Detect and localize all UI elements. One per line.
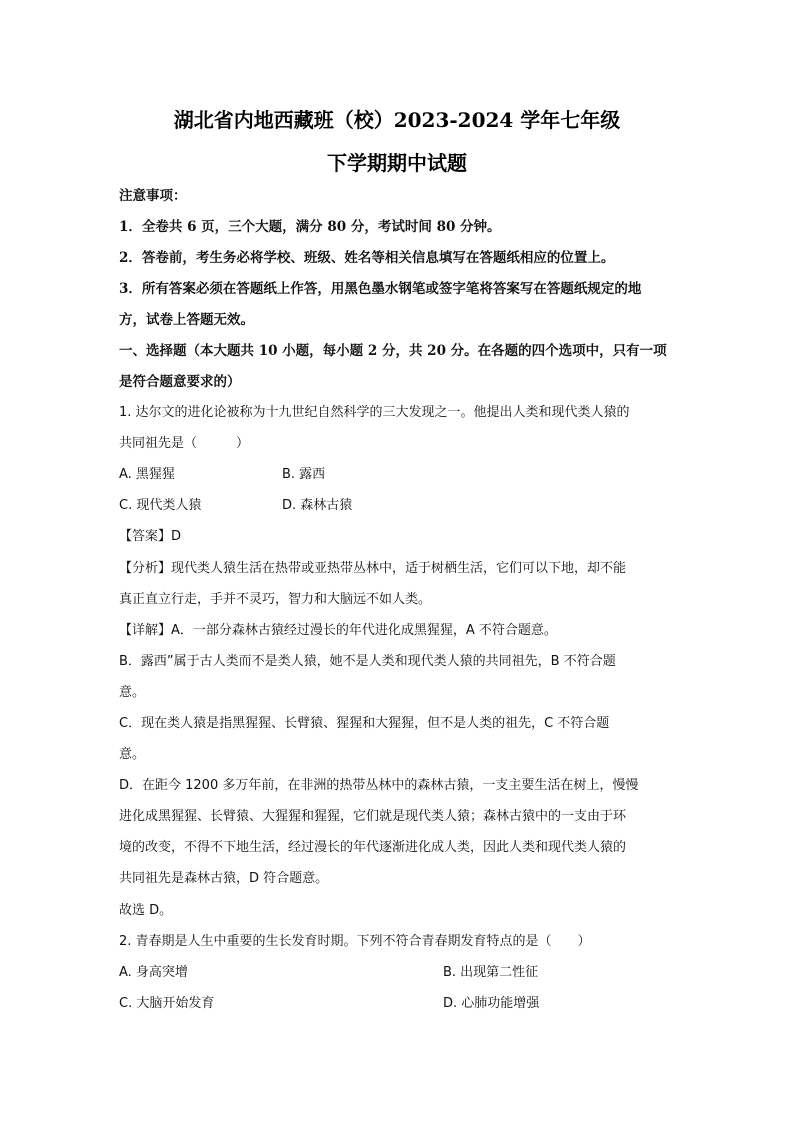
q1-analysis-line1: 【分析】现代类人猿生活在热带或亚热带丛林中，适于树栖生活，它们可以下地，却不能 bbox=[119, 561, 627, 576]
q1-option-c: C. 现代类人猿 bbox=[119, 498, 202, 513]
q1-detail-b-line2: 意。 bbox=[119, 685, 146, 700]
q2-stem: 2. 青春期是人生中重要的生长发育时期。下列不符合青春期发育特点的是（ ） bbox=[119, 934, 591, 949]
q1-detail-d-line4: 共同祖先是森林古猿，D 符合题意。 bbox=[119, 871, 329, 886]
q1-detail-b-line1: B．露西”属于古人类而不是类人猿，她不是人类和现代类人猿的共同祖先，B 不符合题 bbox=[119, 654, 616, 669]
q2-option-b: B. 出现第二性征 bbox=[443, 965, 539, 980]
q1-detail-c-line2: 意。 bbox=[119, 747, 146, 762]
q1-detail-a-text: A．一部分森林古猿经过漫长的年代进化成黑猩猩，A 不符合题意。 bbox=[171, 623, 557, 638]
q1-detail-d-line3: 境的改变，不得不下地生活，经过漫长的年代逐渐进化成人类，因此人类和现代类人猿的 bbox=[119, 840, 627, 855]
notice-heading: 注意事项： bbox=[119, 188, 187, 204]
notice-item-3-line1: 3．所有答案必须在答题纸上作答，用黑色墨水钢笔或签字笔将答案写在答题纸规定的地 bbox=[119, 281, 642, 297]
q1-option-b: B. 露西 bbox=[282, 467, 326, 482]
notice-item-1: 1．全卷共 6 页，三个大题，满分 80 分，考试时间 80 分钟。 bbox=[119, 219, 501, 235]
q1-conclusion: 故选 D。 bbox=[119, 903, 173, 918]
q1-detail-label: 【详解】 bbox=[119, 623, 172, 638]
q1-answer: 【答案】D bbox=[119, 529, 182, 544]
q2-option-c: C. 大脑开始发育 bbox=[119, 996, 215, 1011]
q1-detail-a bbox=[119, 622, 557, 640]
q1-detail-d-line2: 进化成黑猩猩、长臂猿、大猩猩和猩猩，它们就是现代类人猿；森林古猿中的一支由于环 bbox=[119, 809, 627, 824]
q1-stem-line2: 共同祖先是（ ） bbox=[119, 436, 250, 451]
exam-title-line1: 湖北省内地西藏班（校）2023-2024 学年七年级 bbox=[173, 108, 621, 132]
q1-analysis-line2: 真正直立行走，手并不灵巧，智力和大脑远不如人类。 bbox=[119, 592, 432, 607]
q1-stem-line1: 1. 达尔文的进化论被称为十九世纪自然科学的三大发现之一。他提出人类和现代类人猿的 bbox=[119, 405, 630, 420]
q1-option-a: A. 黑猩猩 bbox=[119, 467, 175, 482]
q2-option-d: D. 心肺功能增强 bbox=[443, 996, 540, 1011]
q1-detail-d-line1: D．在距今 1200 多万年前，在非洲的热带丛林中的森林古猿，一支主要生活在树上，慢慢 bbox=[119, 778, 639, 793]
exam-title-line2: 下学期期中试题 bbox=[327, 151, 467, 175]
q2-option-a: A. 身高突增 bbox=[119, 965, 188, 980]
section1-heading-line2: 是符合题意要求的） bbox=[119, 374, 241, 390]
notice-item-2: 2．答卷前，考生务必将学校、班级、姓名等相关信息填写在答题纸相应的位置上。 bbox=[119, 250, 615, 266]
q1-detail-c-line1: C．现在类人猿是指黑猩猩、长臂猿、猩猩和大猩猩，但不是人类的祖先，C 不符合题 bbox=[119, 716, 610, 731]
section1-heading-line1: 一、选择题（本大题共 10 小题，每小题 2 分，共 20 分。在各题的四个选项中，只有一项 bbox=[119, 343, 667, 359]
notice-item-3-line2: 方，试卷上答题无效。 bbox=[119, 312, 254, 328]
q1-option-d: D. 森林古猿 bbox=[282, 498, 353, 513]
